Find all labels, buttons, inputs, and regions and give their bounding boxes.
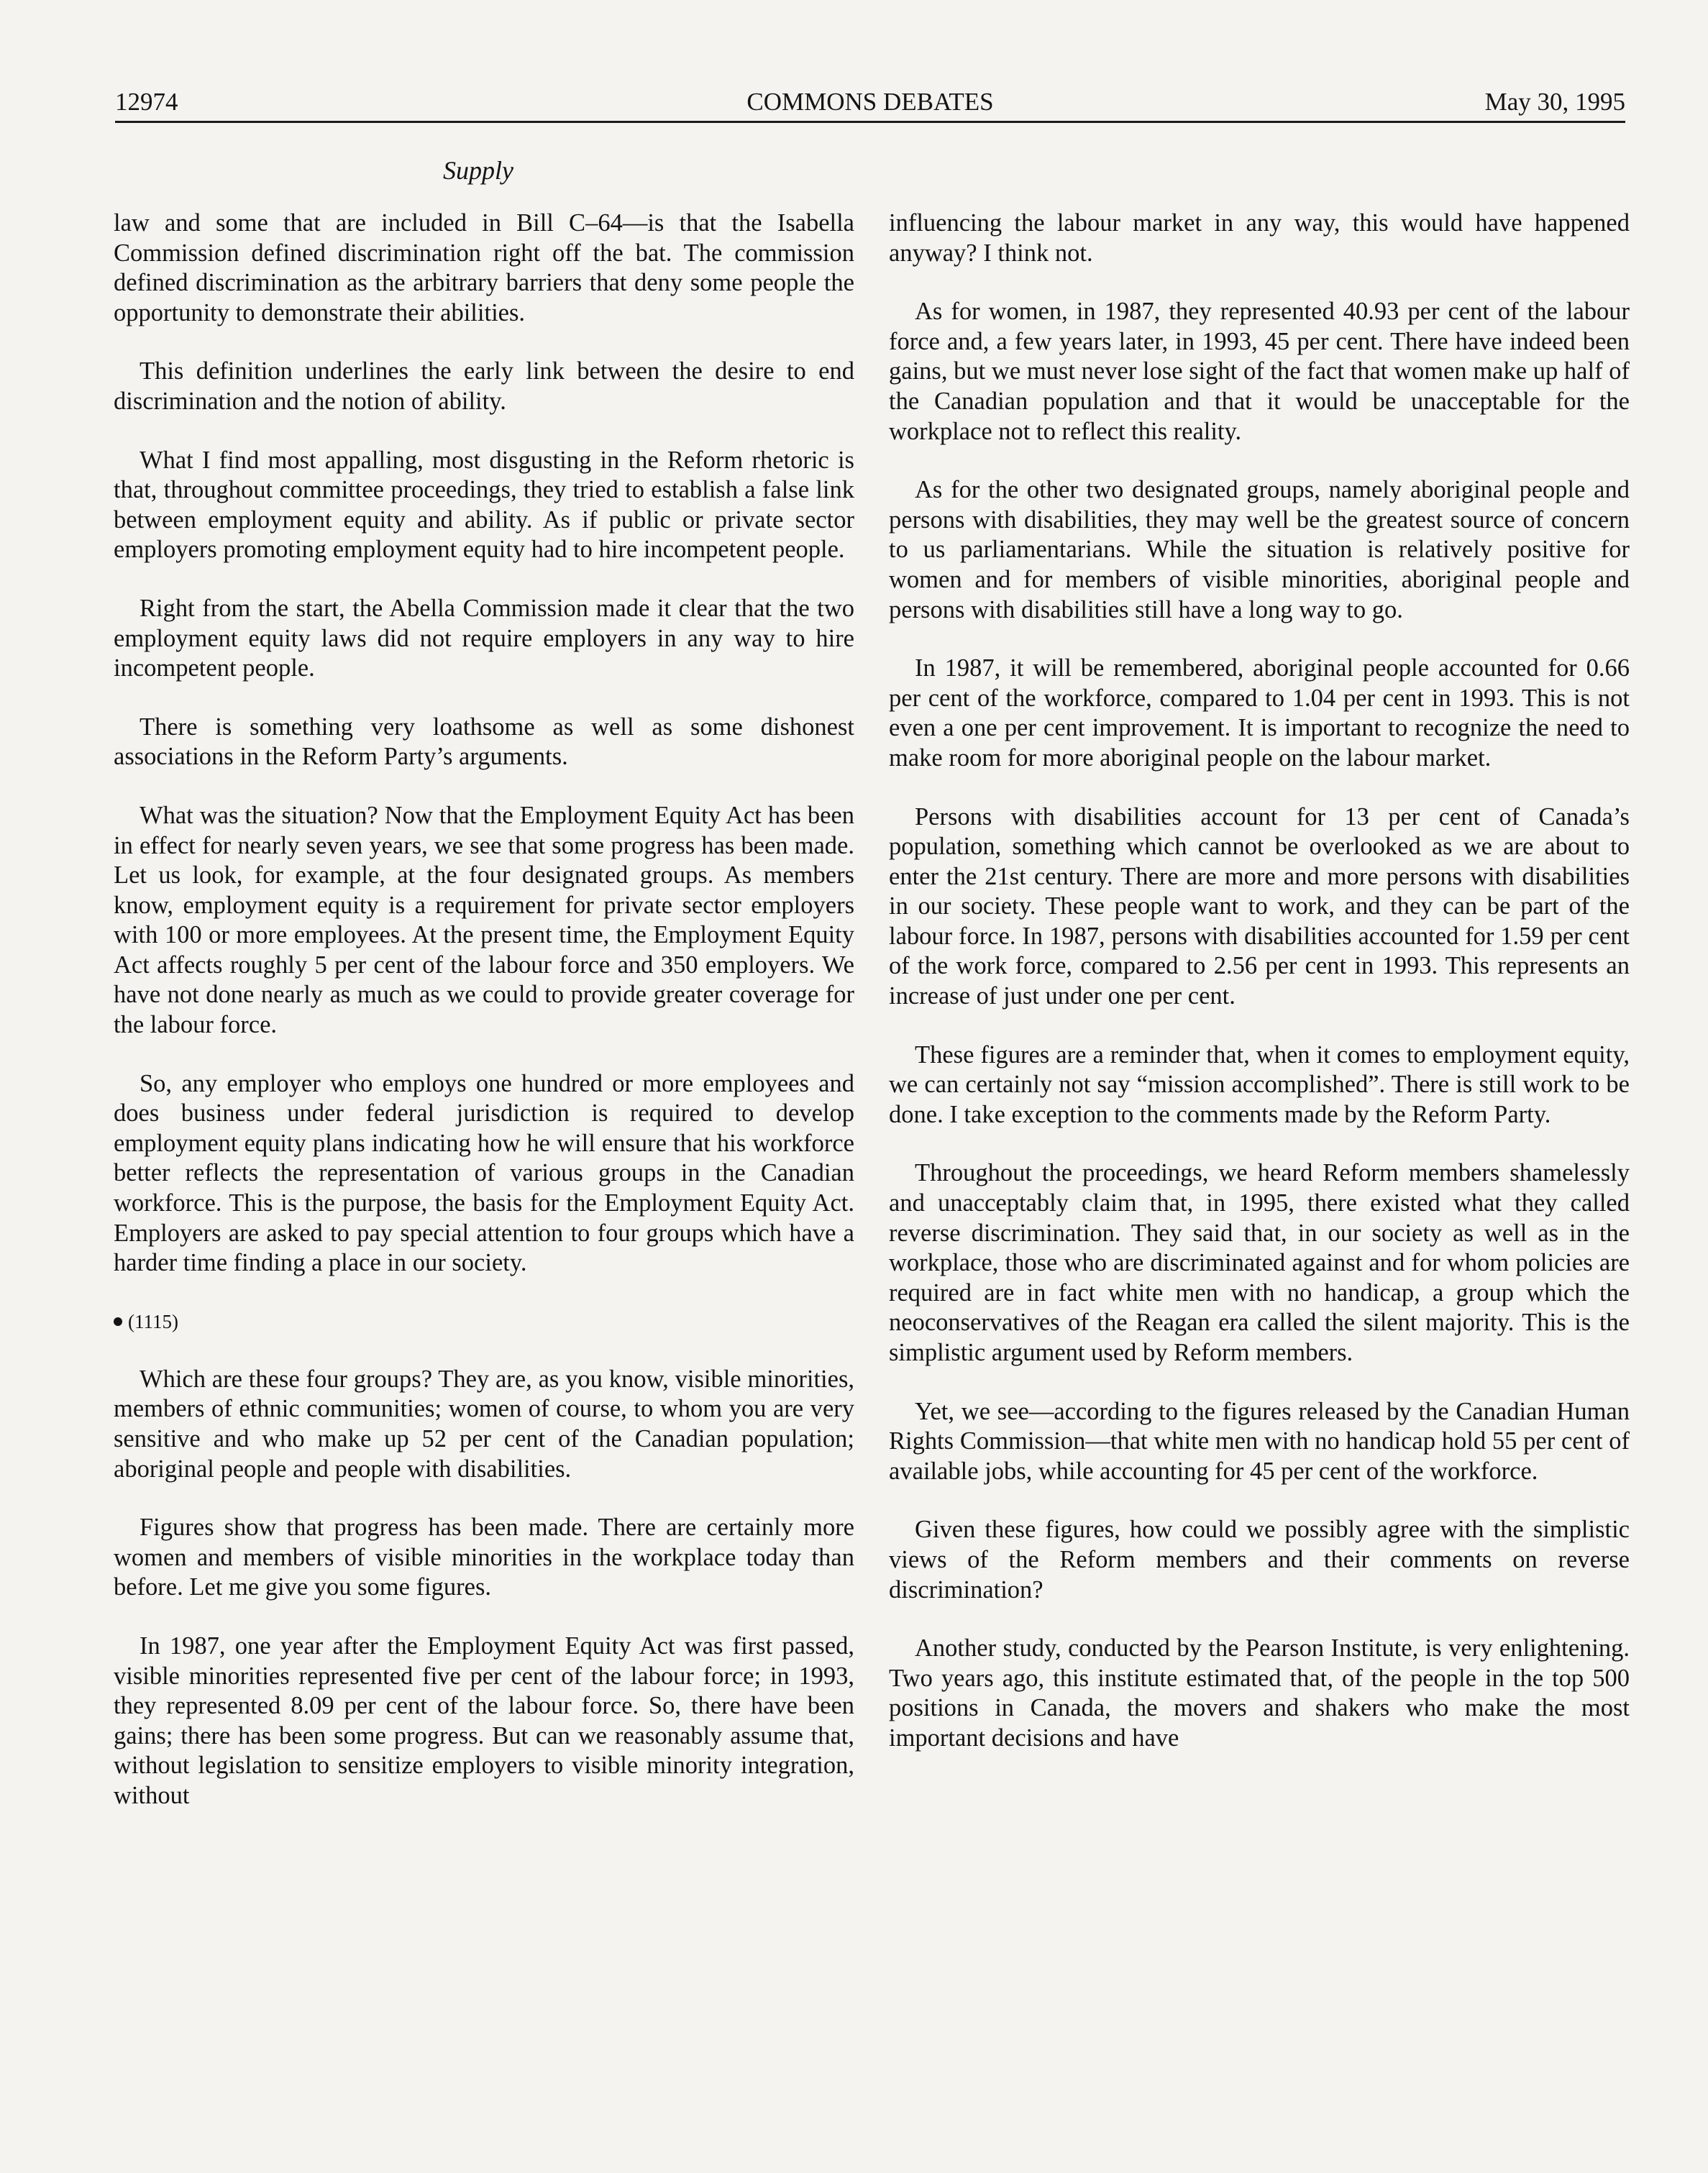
paragraph: Another study, conducted by the Pearson Institute, is very enlightening. Two years ago, this institute estimated that, of the people in the top 500 positions in Canada, the movers and shakers who make the most important decisions and have bbox=[889, 1634, 1630, 1752]
paragraph: There is something very loathsome as well as some dishonest associations in the Reform Party’s arguments. bbox=[114, 713, 854, 771]
paragraph: In 1987, it will be remembered, aboriginal people accounted for 0.66 per cent of the workforce, compared to 1.04 per cent in 1993. This is not even a one per cent improvement. It is important to recognize the need to make room for more aboriginal people on the labour market. bbox=[889, 654, 1630, 772]
publication-title: COMMONS DEBATES bbox=[746, 88, 994, 116]
paragraph: Given these figures, how could we possibly agree with the simplistic views of the Reform members and their comments on reverse discrimination? bbox=[889, 1516, 1630, 1604]
right-column bbox=[889, 209, 1630, 1783]
paragraph: These figures are a reminder that, when it comes to employment equity, we can certainly not say “mission accomplished”. There is still work to be done. I take exception to the comments made by the Reform Party. bbox=[889, 1040, 1630, 1128]
paragraph: Throughout the proceedings, we heard Reform members shamelessly and unacceptably claim that, in 1995, there existed what they called reverse discrimination. They said that, in our society as well as in the workplace, those who are discriminated against and for whom policies are required are in fact white men with no handicap, a group which the neoconservatives of the Reagan era called the silent majority. This is the simplistic argument used by Reform members. bbox=[889, 1159, 1630, 1366]
paragraph: As for women, in 1987, they represented 40.93 per cent of the labour force and, a few years later, in 1993, 45 per cent. There have indeed been gains, but we must never lose sight of the fact that women make up half of the Canadian population and that it would be unacceptable for the workplace not to reflect this reality. bbox=[889, 298, 1630, 445]
paragraph: What I find most appalling, most disgusting in the Reform rhetoric is that, throughout committee proceedings, they tried to establish a false link between employment equity and ability. As if public or private sector employers promoting employment equity had to hire incompetent people. bbox=[114, 446, 854, 564]
paragraph: In 1987, one year after the Employment Equity Act was first passed, visible minorities represented five per cent of the labour force; in 1993, they represented 8.09 per cent of the labour force. So, there have been gains; there has been some progress. But can we reasonably assume that, without legislation to sensitize employers to visible minority integration, without bbox=[114, 1632, 854, 1809]
paragraph: Yet, we see—according to the figures released by the Canadian Human Rights Commission—that white men with no handicap hold 55 per cent of available jobs, while accounting for 45 per cent of the workforce. bbox=[889, 1397, 1630, 1485]
paragraph: Figures show that progress has been made. There are certainly more women and members of visible minorities in the workplace today than before. Let me give you some figures. bbox=[114, 1514, 854, 1601]
paragraph: As for the other two designated groups, namely aboriginal people and persons with disabilities, they may well be the greatest source of concern to us parliamentarians. While the situation is relatively positive for women and for members of visible minorities, aboriginal people and persons with disabilities still have a long way to go. bbox=[889, 476, 1630, 623]
paragraph: Right from the start, the Abella Commission made it clear that the two employment equity laws did not require employers in any way to hire incompetent people. bbox=[114, 594, 854, 682]
paragraph: Which are these four groups? They are, as you know, visible minorities, members of ethnic communities; women of course, to whom you are very sensitive and who make up 52 per cent of the Canadian population; aboriginal people and people with disabilities. bbox=[114, 1365, 854, 1483]
time-marker bbox=[114, 1307, 854, 1336]
paragraph: Persons with disabilities account for 13 per cent of Canada’s population, something which cannot be overlooked as we are about to enter the 21st century. There are more and more persons with disabilities in our society. These people want to work, and they can be part of the labour force. In 1987, persons with disabilities accounted for 1.59 per cent of the work force, compared to 2.56 per cent in 1993. This represents an increase of just under one per cent. bbox=[889, 802, 1630, 1010]
paragraph: This definition underlines the early link between the desire to end discrimination and the notion of ability. bbox=[114, 357, 854, 415]
page-number: 12974 bbox=[115, 88, 178, 116]
bullet-icon bbox=[114, 1317, 122, 1326]
paragraph: What was the situation? Now that the Employment Equity Act has been in effect for nearly seven years, we see that some progress has been made. Let us look, for example, at the four designated groups. As members know, employment equity is a requirement for private sector employers with 100 or more employees. At the present time, the Employment Equity Act affects roughly 5 per cent of the labour force and 350 employers. We have not done nearly as much as we could to provide greater coverage for the labour force. bbox=[114, 801, 854, 1039]
page-header bbox=[115, 85, 1625, 123]
paragraph: law and some that are included in Bill C–64—is that the Isabella Commission defined discrimination right off the bat. The commission defined discrimination as the arbitrary barriers that deny some people the opportunity to demonstrate their abilities. bbox=[114, 209, 854, 326]
section-title: Supply bbox=[443, 156, 513, 185]
time-marker-text: (1115) bbox=[128, 1310, 178, 1332]
paragraph: influencing the labour market in any way, this would have happened anyway? I think not. bbox=[889, 209, 1630, 267]
left-column bbox=[114, 209, 854, 1840]
paragraph: So, any employer who employs one hundred or more employees and does business under federal jurisdiction is required to develop employment equity plans indicating how he will ensure that his workforce better reflects the representation of various groups in the Canadian workforce. This is the purpose, the basis for the Employment Equity Act. Employers are asked to pay special attention to four groups which have a harder time finding a place in our society. bbox=[114, 1069, 854, 1277]
publication-date: May 30, 1995 bbox=[1484, 88, 1625, 116]
